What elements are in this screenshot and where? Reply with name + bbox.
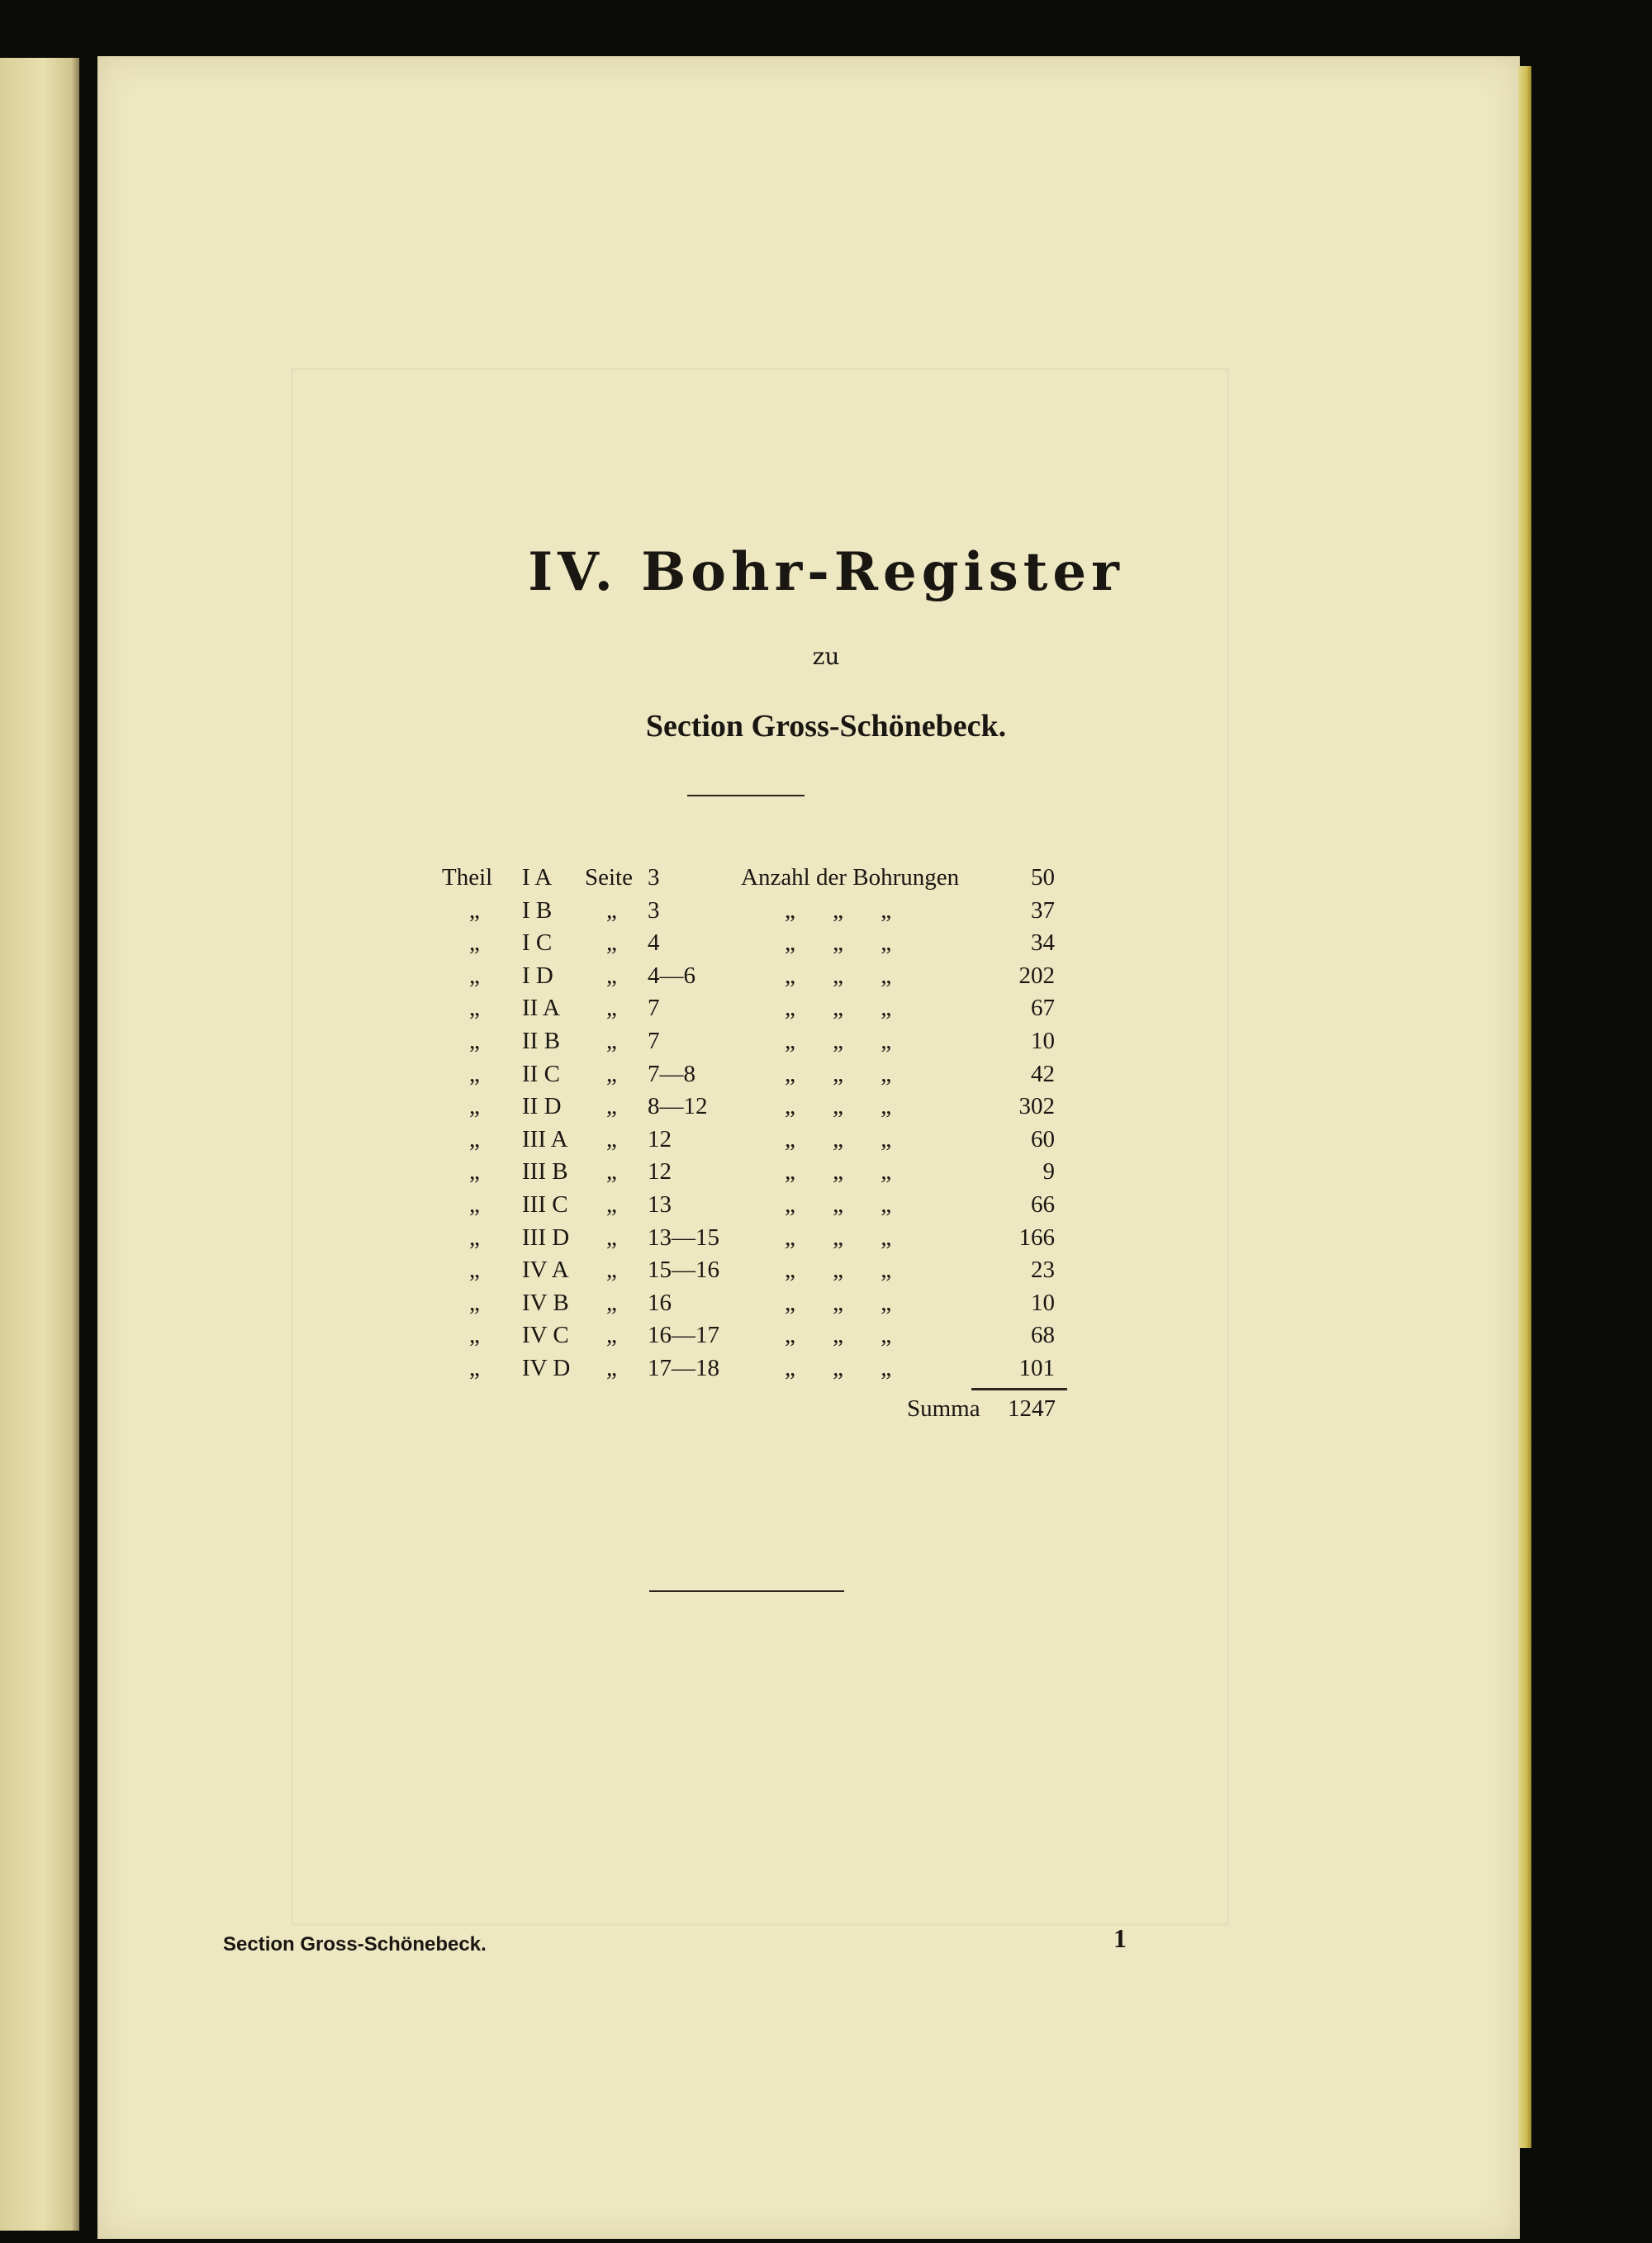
part-cell: II D bbox=[522, 1093, 562, 1120]
register-row bbox=[0, 959, 1652, 992]
theil-cell: „ bbox=[469, 1093, 480, 1120]
register-row bbox=[0, 1188, 1652, 1221]
seite-cell: „ bbox=[606, 1125, 617, 1152]
anzahl-cell: „ „ „ bbox=[785, 1028, 892, 1054]
theil-cell: „ bbox=[469, 1158, 480, 1186]
anzahl-cell: „ „ „ bbox=[785, 1158, 892, 1186]
pages-cell: 12 bbox=[648, 1125, 672, 1152]
anzahl-cell: „ „ „ bbox=[785, 1191, 892, 1218]
count-cell: 23 bbox=[1031, 1257, 1055, 1284]
theil-cell: „ bbox=[469, 929, 480, 957]
count-cell: 10 bbox=[1031, 1289, 1055, 1316]
pages-cell: 3 bbox=[648, 896, 660, 924]
pages-cell: 17—18 bbox=[648, 1355, 719, 1381]
theil-cell: „ bbox=[469, 962, 480, 989]
page-number: 1 bbox=[1113, 1923, 1127, 1953]
register-row bbox=[0, 991, 1652, 1024]
part-cell: I D bbox=[522, 962, 553, 989]
pages-cell: 7 bbox=[648, 1028, 660, 1054]
count-cell: 60 bbox=[1031, 1125, 1055, 1152]
theil-cell: „ bbox=[469, 1289, 480, 1316]
seite-cell: „ bbox=[606, 1158, 617, 1186]
pages-cell: 15—16 bbox=[648, 1257, 719, 1284]
title-connector: zu bbox=[812, 643, 840, 670]
footer-section-name: Section Gross-Schönebeck. bbox=[223, 1933, 487, 1955]
theil-cell: „ bbox=[469, 896, 480, 924]
anzahl-cell: „ „ „ bbox=[785, 962, 892, 989]
seite-cell: Seite bbox=[585, 864, 633, 891]
theil-cell: Theil bbox=[442, 864, 493, 891]
part-cell: IV B bbox=[522, 1289, 569, 1316]
part-cell: II A bbox=[522, 995, 560, 1022]
anzahl-cell: „ „ „ bbox=[785, 1125, 892, 1152]
title-divider bbox=[687, 795, 805, 796]
part-cell: I C bbox=[522, 929, 553, 957]
page-title: IV. Bohr-Register bbox=[528, 541, 1124, 603]
anzahl-cell: „ „ „ bbox=[785, 1060, 892, 1087]
pages-cell: 16—17 bbox=[648, 1322, 719, 1349]
count-cell: 34 bbox=[1031, 929, 1055, 957]
register-row bbox=[0, 926, 1652, 959]
pages-cell: 16 bbox=[648, 1289, 672, 1316]
count-cell: 9 bbox=[1042, 1158, 1055, 1186]
register-row bbox=[0, 1057, 1652, 1091]
count-cell: 42 bbox=[1031, 1060, 1055, 1087]
count-cell: 68 bbox=[1031, 1322, 1055, 1349]
part-cell: III C bbox=[522, 1191, 568, 1218]
seite-cell: „ bbox=[606, 1322, 617, 1349]
seite-cell: „ bbox=[606, 1289, 617, 1316]
register-row bbox=[0, 861, 1652, 894]
pages-cell: 4—6 bbox=[648, 962, 695, 989]
pages-cell: 13 bbox=[648, 1191, 672, 1218]
anzahl-cell: „ „ „ bbox=[785, 1355, 892, 1381]
part-cell: I A bbox=[522, 864, 553, 891]
count-cell: 50 bbox=[1031, 864, 1055, 891]
part-cell: III A bbox=[522, 1125, 568, 1152]
anzahl-cell: „ „ „ bbox=[785, 896, 892, 924]
anzahl-cell: „ „ „ bbox=[785, 995, 892, 1022]
theil-cell: „ bbox=[469, 1125, 480, 1152]
seite-cell: „ bbox=[606, 962, 617, 989]
seite-cell: „ bbox=[606, 1355, 617, 1381]
count-cell: 166 bbox=[1018, 1224, 1055, 1251]
register-row bbox=[0, 1221, 1652, 1254]
part-cell: IV A bbox=[522, 1257, 569, 1284]
seite-cell: „ bbox=[606, 1093, 617, 1120]
part-cell: II C bbox=[522, 1060, 560, 1087]
anzahl-cell: Anzahl der Bohrungen bbox=[741, 864, 960, 891]
part-cell: II B bbox=[522, 1028, 560, 1054]
theil-cell: „ bbox=[469, 1322, 480, 1349]
anzahl-cell: „ „ „ bbox=[785, 1322, 892, 1349]
count-cell: 302 bbox=[1018, 1093, 1055, 1120]
register-row bbox=[0, 1352, 1652, 1385]
register-row bbox=[0, 1253, 1652, 1286]
register-row bbox=[0, 1123, 1652, 1156]
seite-cell: „ bbox=[606, 1060, 617, 1087]
summa-value: 1247 bbox=[1008, 1395, 1056, 1422]
end-divider bbox=[649, 1590, 844, 1592]
part-cell: IV D bbox=[522, 1355, 571, 1381]
part-cell: IV C bbox=[522, 1322, 569, 1349]
part-cell: III D bbox=[522, 1224, 570, 1251]
seite-cell: „ bbox=[606, 995, 617, 1022]
count-cell: 101 bbox=[1018, 1355, 1055, 1381]
count-cell: 37 bbox=[1031, 896, 1055, 924]
count-cell: 10 bbox=[1031, 1028, 1055, 1054]
section-title: Section Gross-Schönebeck. bbox=[645, 709, 1007, 744]
theil-cell: „ bbox=[469, 1191, 480, 1218]
seite-cell: „ bbox=[606, 1224, 617, 1251]
summa-label: Summa bbox=[907, 1395, 980, 1422]
theil-cell: „ bbox=[469, 995, 480, 1022]
register-row bbox=[0, 894, 1652, 927]
count-cell: 202 bbox=[1018, 962, 1055, 989]
part-cell: I B bbox=[522, 896, 553, 924]
theil-cell: „ bbox=[469, 1224, 480, 1251]
pages-cell: 7 bbox=[648, 995, 660, 1022]
anzahl-cell: „ „ „ bbox=[785, 1257, 892, 1284]
theil-cell: „ bbox=[469, 1028, 480, 1054]
anzahl-cell: „ „ „ bbox=[785, 1289, 892, 1316]
count-cell: 66 bbox=[1031, 1191, 1055, 1218]
part-cell: III B bbox=[522, 1158, 568, 1186]
count-cell: 67 bbox=[1031, 995, 1055, 1022]
register-row bbox=[0, 1090, 1652, 1123]
theil-cell: „ bbox=[469, 1060, 480, 1087]
theil-cell: „ bbox=[469, 1355, 480, 1381]
register-row bbox=[0, 1155, 1652, 1188]
theil-cell: „ bbox=[469, 1257, 480, 1284]
register-row bbox=[0, 1319, 1652, 1352]
register-row bbox=[0, 1024, 1652, 1057]
sum-underline bbox=[971, 1388, 1067, 1390]
seite-cell: „ bbox=[606, 1257, 617, 1284]
anzahl-cell: „ „ „ bbox=[785, 929, 892, 957]
pages-cell: 13—15 bbox=[648, 1224, 719, 1251]
anzahl-cell: „ „ „ bbox=[785, 1093, 892, 1120]
pages-cell: 4 bbox=[648, 929, 660, 957]
seite-cell: „ bbox=[606, 896, 617, 924]
pages-cell: 12 bbox=[648, 1158, 672, 1186]
pages-cell: 8—12 bbox=[648, 1093, 708, 1120]
pages-cell: 7—8 bbox=[648, 1060, 695, 1087]
seite-cell: „ bbox=[606, 929, 617, 957]
pages-cell: 3 bbox=[648, 864, 660, 891]
register-row bbox=[0, 1286, 1652, 1319]
anzahl-cell: „ „ „ bbox=[785, 1224, 892, 1251]
seite-cell: „ bbox=[606, 1191, 617, 1218]
seite-cell: „ bbox=[606, 1028, 617, 1054]
